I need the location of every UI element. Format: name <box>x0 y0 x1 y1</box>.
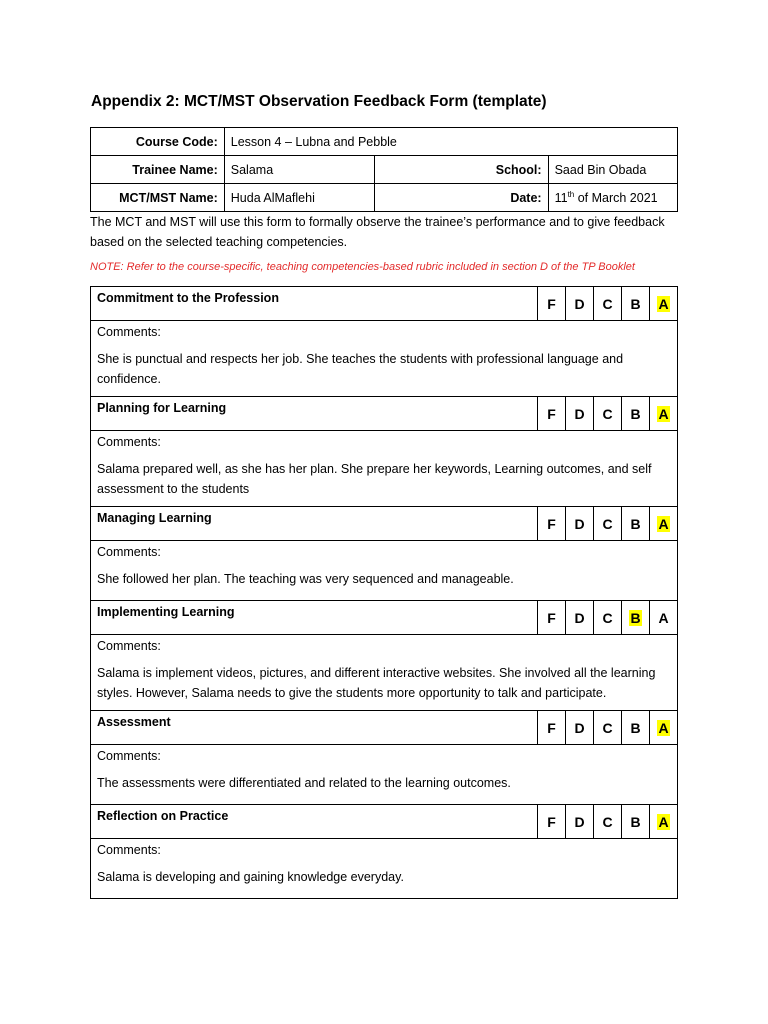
date-label: Date: <box>375 184 548 212</box>
info-table <box>90 127 678 212</box>
mct-row <box>91 184 678 212</box>
grade-cell-a <box>650 711 678 745</box>
grade-cell-b <box>622 507 650 541</box>
grade-d: D <box>574 813 585 830</box>
competencies-table <box>90 286 678 899</box>
grade-cell-c <box>594 287 622 321</box>
grade-d: D <box>574 719 585 736</box>
competency-managing-learning-title: Managing Learning <box>91 507 538 541</box>
competency-header-row <box>91 805 678 839</box>
grade-cell-a <box>650 805 678 839</box>
competency-comment-row <box>91 635 678 711</box>
comment-text: She is punctual and respects her job. She teaches the students with professional language and confidence. <box>97 352 624 386</box>
comment-text: Salama is implement videos, pictures, and different interactive websites. She involved all the learning styles. However, Salama needs to give the students more opportunity to talk and participate. <box>97 666 656 700</box>
grade-cell-c <box>594 601 622 635</box>
grade-cell-f <box>538 601 566 635</box>
grade-cell-d <box>566 601 594 635</box>
grade-cell-f <box>538 711 566 745</box>
comment-text: Salama prepared well, as she has her plan. She prepare her keywords, Learning outcomes, and self assessment to the students <box>97 462 652 496</box>
grade-cell-f <box>538 287 566 321</box>
grade-cell-d <box>566 397 594 431</box>
date-day: 11 <box>554 191 568 206</box>
date-rest: of March 2021 <box>574 191 658 206</box>
grade-c: C <box>602 719 613 736</box>
trainee-row <box>91 156 678 184</box>
grade-b: B <box>630 609 641 626</box>
grade-cell-f <box>538 397 566 431</box>
grade-cell-a <box>650 287 678 321</box>
grade-c: C <box>602 515 613 532</box>
competency-header-row <box>91 711 678 745</box>
grade-cell-d <box>566 507 594 541</box>
grade-f: F <box>547 515 556 532</box>
comments-cell <box>91 431 678 507</box>
grade-cell-c <box>594 805 622 839</box>
grade-cell-a <box>650 507 678 541</box>
grade-cell-a <box>650 601 678 635</box>
rubric-note: NOTE: Refer to the course-specific, teaching competencies-based rubric included in section D of the TP Booklet <box>90 261 635 273</box>
comments-cell <box>91 635 678 711</box>
course-code-value: Lesson 4 – Lubna and Pebble <box>224 128 677 156</box>
date-suffix: th <box>567 189 575 199</box>
trainee-name-value: Salama <box>224 156 375 184</box>
grade-a: A <box>658 813 669 830</box>
grade-d: D <box>574 295 585 312</box>
comments-label: Comments: <box>97 843 161 857</box>
grade-f: F <box>547 295 556 312</box>
comment-text: Salama is developing and gaining knowledge everyday. <box>97 870 404 884</box>
course-code-label: Course Code: <box>91 128 225 156</box>
grade-c: C <box>602 295 613 312</box>
grade-b: B <box>630 515 641 532</box>
grade-d: D <box>574 515 585 532</box>
competency-comment-row <box>91 745 678 805</box>
competency-commitment-to-the-profession-title: Commitment to the Profession <box>91 287 538 321</box>
competency-comment-row <box>91 321 678 397</box>
grade-c: C <box>602 405 613 422</box>
competency-header-row <box>91 601 678 635</box>
grade-a: A <box>658 295 669 312</box>
grade-a: A <box>658 405 669 422</box>
mct-name-value: Huda AlMaflehi <box>224 184 375 212</box>
grade-b: B <box>630 295 641 312</box>
grade-b: B <box>630 813 641 830</box>
competency-implementing-learning-title: Implementing Learning <box>91 601 538 635</box>
grade-f: F <box>547 609 556 626</box>
competency-comment-row <box>91 839 678 899</box>
comment-text: The assessments were differentiated and related to the learning outcomes. <box>97 776 511 790</box>
grade-b: B <box>630 405 641 422</box>
comments-label: Comments: <box>97 325 161 339</box>
comments-label: Comments: <box>97 435 161 449</box>
grade-cell-f <box>538 507 566 541</box>
grade-cell-c <box>594 507 622 541</box>
grade-cell-d <box>566 287 594 321</box>
grade-a: A <box>658 609 669 626</box>
comments-cell <box>91 321 678 397</box>
grade-d: D <box>574 405 585 422</box>
competency-header-row <box>91 507 678 541</box>
comments-label: Comments: <box>97 545 161 559</box>
comments-label: Comments: <box>97 639 161 653</box>
competency-assessment-title: Assessment <box>91 711 538 745</box>
grade-b: B <box>630 719 641 736</box>
school-value: Saad Bin Obada <box>548 156 677 184</box>
comments-cell <box>91 839 678 899</box>
grade-cell-a <box>650 397 678 431</box>
comments-label: Comments: <box>97 749 161 763</box>
grade-f: F <box>547 813 556 830</box>
grade-cell-b <box>622 287 650 321</box>
competency-comment-row <box>91 431 678 507</box>
grade-f: F <box>547 405 556 422</box>
page-title: Appendix 2: MCT/MST Observation Feedback Form (template) <box>91 93 547 110</box>
grade-c: C <box>602 609 613 626</box>
grade-a: A <box>658 515 669 532</box>
comments-cell <box>91 541 678 601</box>
mct-name-label: MCT/MST Name: <box>91 184 225 212</box>
competency-header-row <box>91 397 678 431</box>
grade-cell-b <box>622 805 650 839</box>
date-value <box>548 184 677 212</box>
grade-d: D <box>574 609 585 626</box>
competency-header-row <box>91 287 678 321</box>
comments-cell <box>91 745 678 805</box>
school-label: School: <box>375 156 548 184</box>
grade-cell-b <box>622 601 650 635</box>
grade-cell-b <box>622 397 650 431</box>
grade-c: C <box>602 813 613 830</box>
grade-cell-b <box>622 711 650 745</box>
comment-text: She followed her plan. The teaching was very sequenced and manageable. <box>97 572 514 586</box>
competency-comment-row <box>91 541 678 601</box>
grade-f: F <box>547 719 556 736</box>
trainee-name-label: Trainee Name: <box>91 156 225 184</box>
intro-text: The MCT and MST will use this form to formally observe the trainee’s performance and to give feedback based on the selected teaching competencies. <box>90 215 665 249</box>
grade-cell-d <box>566 711 594 745</box>
grade-cell-c <box>594 397 622 431</box>
grade-cell-f <box>538 805 566 839</box>
grade-cell-c <box>594 711 622 745</box>
competency-reflection-on-practice-title: Reflection on Practice <box>91 805 538 839</box>
course-code-row <box>91 128 678 156</box>
grade-a: A <box>658 719 669 736</box>
grade-cell-d <box>566 805 594 839</box>
competency-planning-for-learning-title: Planning for Learning <box>91 397 538 431</box>
